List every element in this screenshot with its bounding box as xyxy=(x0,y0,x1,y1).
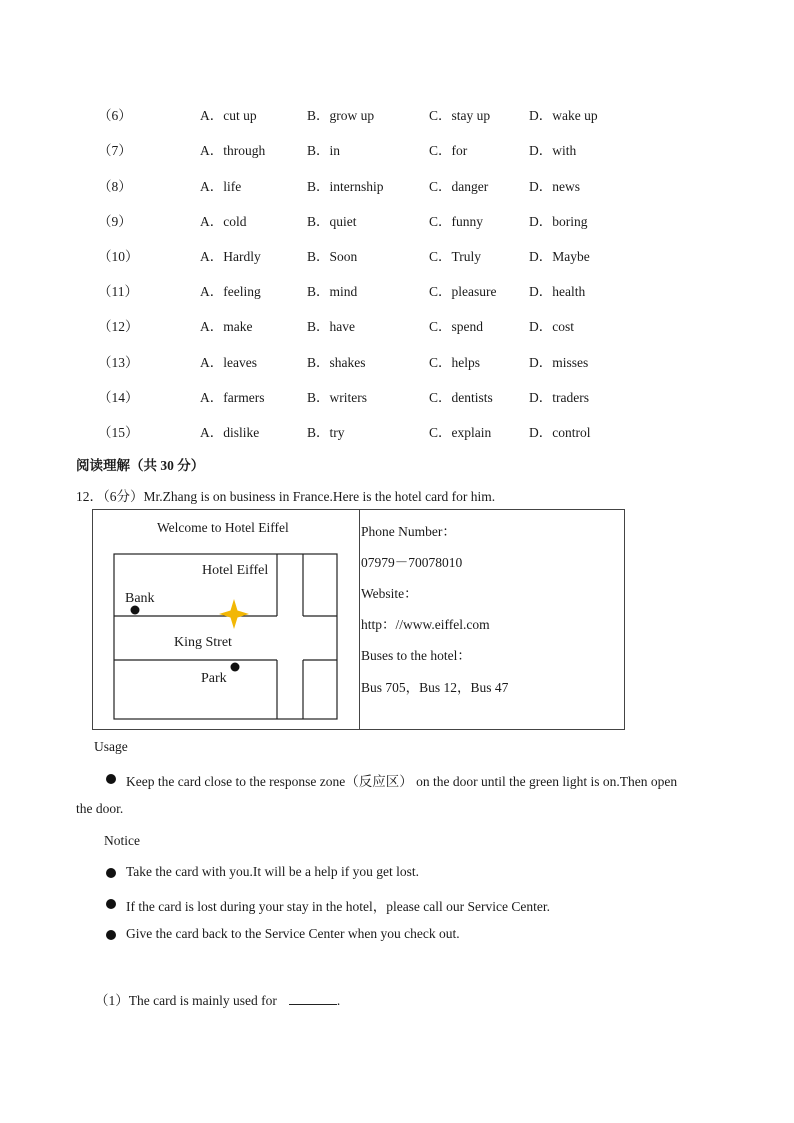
notice-item: Take the card with you.It will be a help if you get lost. xyxy=(126,864,419,879)
sub-question-text: （1）The card is mainly used for xyxy=(95,993,277,1008)
option-a: A．leaves xyxy=(200,355,257,370)
option-d: D．traders xyxy=(529,390,589,405)
question-number: （14） xyxy=(98,390,139,405)
sub-question: （1）The card is mainly used for . xyxy=(95,993,341,1008)
question-number: （9） xyxy=(98,214,132,229)
usage-line: the door. xyxy=(76,801,124,816)
hotel-card xyxy=(92,509,625,730)
option-c: C．pleasure xyxy=(429,284,497,299)
buses-value: Bus 705，Bus 12，Bus 47 xyxy=(361,680,509,695)
website-value: http：//www.eiffel.com xyxy=(361,617,490,632)
phone-value: 07979－70078010 xyxy=(361,555,463,570)
option-c: C．explain xyxy=(429,425,492,440)
option-a: A．cut up xyxy=(200,108,257,123)
option-d: D．wake up xyxy=(529,108,598,123)
option-c: C．spend xyxy=(429,319,483,334)
option-c: C．danger xyxy=(429,179,489,194)
usage-line: Keep the card close to the response zone（反应区） on the door until the green light is on.Then open xyxy=(126,774,678,789)
park-marker xyxy=(231,663,240,672)
option-row xyxy=(0,245,794,265)
option-d: D．cost xyxy=(529,319,574,334)
option-a: A．make xyxy=(200,319,253,334)
question-number: （10） xyxy=(98,249,139,264)
option-row xyxy=(0,280,794,300)
option-b: B．have xyxy=(307,319,355,334)
option-row xyxy=(0,351,794,371)
option-c: C．for xyxy=(429,143,468,158)
option-b: B．quiet xyxy=(307,214,357,229)
notice-item: Give the card back to the Service Center when you check out. xyxy=(126,926,460,941)
question-number: （8） xyxy=(98,179,132,194)
option-row xyxy=(0,104,794,124)
option-b: B．mind xyxy=(307,284,358,299)
card-welcome: Welcome to Hotel Eiffel xyxy=(157,520,289,535)
option-c: C．stay up xyxy=(429,108,491,123)
option-a: A．Hardly xyxy=(200,249,261,264)
option-row xyxy=(0,175,794,195)
park-label: Park xyxy=(201,671,227,686)
option-c: C．dentists xyxy=(429,390,493,405)
option-b: B．try xyxy=(307,425,345,440)
usage-heading: Usage xyxy=(94,739,128,754)
option-row xyxy=(0,139,794,159)
website-label: Website： xyxy=(361,586,418,601)
notice-item: If the card is lost during your stay in the hotel，please call our Service Center. xyxy=(126,899,551,914)
option-d: D．news xyxy=(529,179,580,194)
option-b: B．writers xyxy=(307,390,367,405)
option-row xyxy=(0,210,794,230)
question-number: （15） xyxy=(98,425,139,440)
card-info-panel xyxy=(360,510,624,729)
option-d: D．boring xyxy=(529,214,588,229)
option-a: A．feeling xyxy=(200,284,261,299)
option-b: B．internship xyxy=(307,179,384,194)
option-row xyxy=(0,386,794,406)
answer-blank[interactable] xyxy=(289,992,337,1005)
buses-label: Buses to the hotel： xyxy=(361,648,471,663)
option-c: C．funny xyxy=(429,214,483,229)
option-b: B．Soon xyxy=(307,249,358,264)
option-c: C．helps xyxy=(429,355,481,370)
option-row xyxy=(0,315,794,335)
option-d: D．Maybe xyxy=(529,249,590,264)
option-b: B．shakes xyxy=(307,355,366,370)
option-a: A．dislike xyxy=(200,425,260,440)
option-row xyxy=(0,421,794,441)
question-number: （11） xyxy=(98,284,138,299)
street-label: King Stret xyxy=(174,635,232,650)
option-d: D．misses xyxy=(529,355,589,370)
option-d: D．with xyxy=(529,143,577,158)
option-b: B．grow up xyxy=(307,108,375,123)
option-a: A．cold xyxy=(200,214,247,229)
phone-label: Phone Number： xyxy=(361,524,456,539)
option-d: D．health xyxy=(529,284,586,299)
option-a: A．life xyxy=(200,179,242,194)
bank-label: Bank xyxy=(125,591,155,606)
hotel-map xyxy=(93,510,358,729)
option-b: B．in xyxy=(307,143,341,158)
question-number: （13） xyxy=(98,355,139,370)
section-title: 阅读理解（共 30 分） xyxy=(76,458,205,473)
question-number: （7） xyxy=(98,143,132,158)
question-number: （12） xyxy=(98,319,139,334)
bank-marker xyxy=(131,606,140,615)
hotel-star-icon xyxy=(219,599,249,629)
option-a: A．farmers xyxy=(200,390,265,405)
bullet-icon xyxy=(106,774,116,784)
option-c: C．Truly xyxy=(429,249,482,264)
bullet-icon xyxy=(106,899,116,909)
bullet-icon xyxy=(106,868,116,878)
bullet-icon xyxy=(106,930,116,940)
hotel-label: Hotel Eiffel xyxy=(202,563,269,578)
option-a: A．through xyxy=(200,143,266,158)
notice-heading: Notice xyxy=(104,833,140,848)
question-number: （6） xyxy=(98,108,132,123)
question-intro: 12．（6分）Mr.Zhang is on business in France.Here is the hotel card for him. xyxy=(76,489,496,504)
option-d: D．control xyxy=(529,425,591,440)
card-map-panel xyxy=(93,510,360,729)
